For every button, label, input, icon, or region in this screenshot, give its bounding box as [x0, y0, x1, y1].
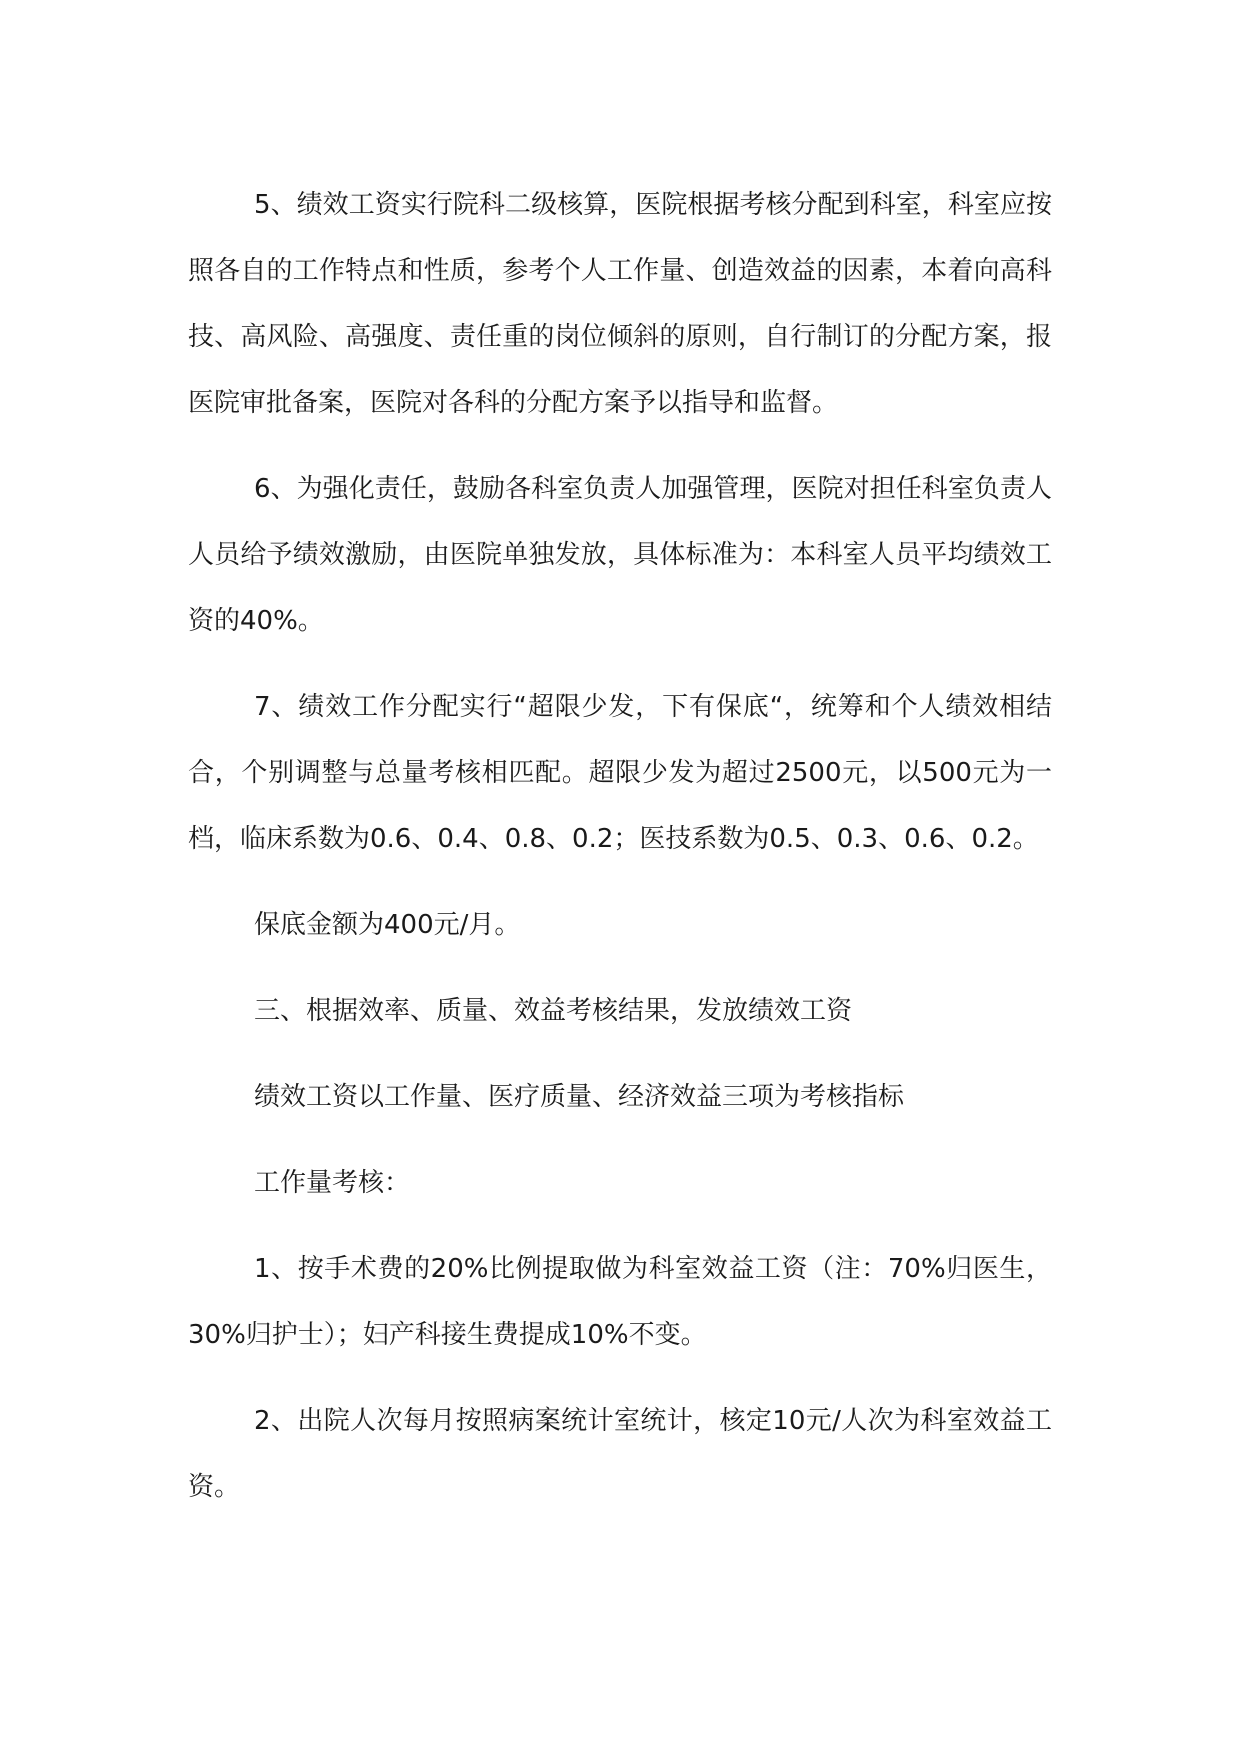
paragraph-item-5: 5、绩效工资实行院科二级核算，医院根据考核分配到科室，科室应按照各自的工作特点和性质，参考个人工作量、创造效益的因素，本着向高科技、高风险、高强度、责任重的岗位倾斜的原则，自行制订的分配方案，报医院审批备案，医院对各科的分配方案予以指导和监督。 [188, 190, 1052, 418]
paragraph-indicators: 绩效工资以工作量、医疗质量、经济效益三项为考核指标 [254, 1082, 905, 1112]
section-heading-3: 三、根据效率、质量、效益考核结果，发放绩效工资 [254, 996, 853, 1026]
paragraph-workload-2: 2、出院人次每月按照病案统计室统计，核定10元/人次为科室效益工资。 [188, 1406, 1052, 1502]
paragraph-item-7: 7、绩效工作分配实行“超限少发，下有保底“，统筹和个人绩效相结合，个别调整与总量考核相匹配。超限少发为超过2500元，以500元为一档，临床系数为0.6、0.4、0.8、0.2；医技系数为0.5、0.3、0.6、0.2。 [188, 692, 1052, 854]
document-body [188, 172, 1052, 1540]
subheading-workload: 工作量考核： [254, 1168, 411, 1198]
paragraph-workload-1: 1、按手术费的20%比例提取做为科室效益工资（注：70%归医生，30%归护士）；妇产科接生费提成10%不变。 [188, 1254, 1052, 1350]
paragraph-item-6: 6、为强化责任，鼓励各科室负责人加强管理，医院对担任科室负责人人员给予绩效激励，由医院单独发放，具体标准为：本科室人员平均绩效工资的40%。 [188, 474, 1052, 636]
paragraph-guarantee-amount: 保底金额为400元/月。 [254, 910, 521, 940]
